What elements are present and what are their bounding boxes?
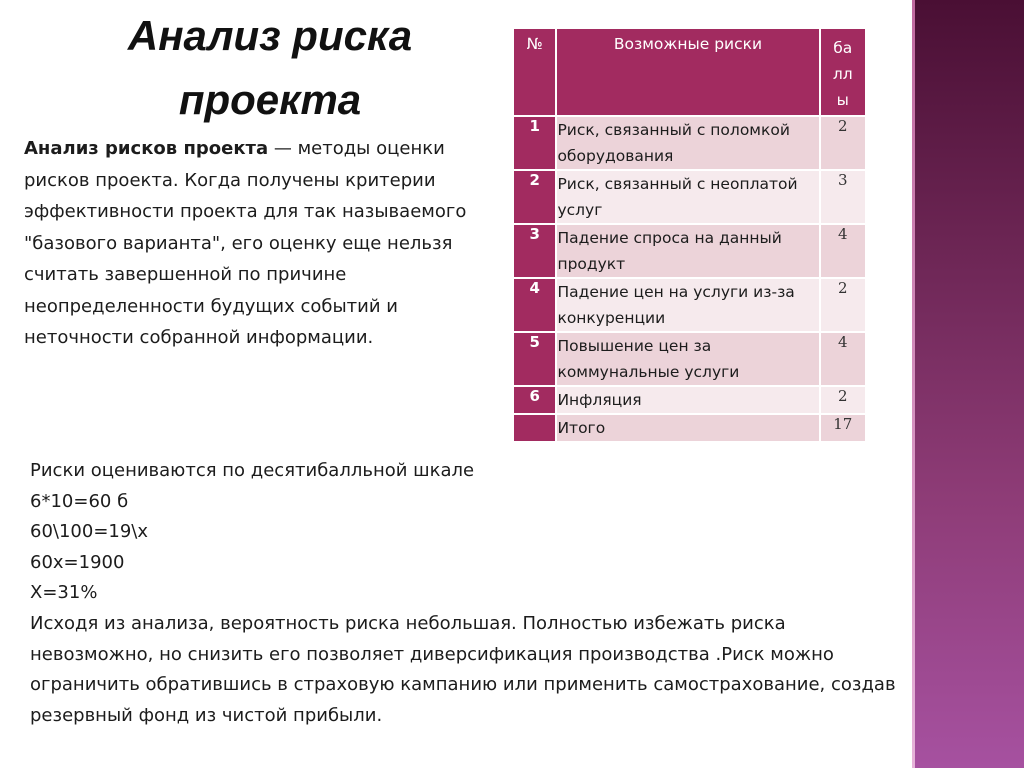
header-score <box>820 28 867 116</box>
header-risks: Возможные риски <box>556 28 819 116</box>
calc-line: Х=31% <box>30 582 98 604</box>
row-number: 3 <box>513 224 556 278</box>
slide-title <box>95 4 445 132</box>
risk-score: 3 <box>820 170 867 224</box>
table-row <box>513 386 866 414</box>
title-line-2: проекта <box>178 76 362 123</box>
risks-table <box>512 27 867 443</box>
risk-score: 2 <box>820 116 867 170</box>
row-number: 1 <box>513 116 556 170</box>
row-number: 6 <box>513 386 556 414</box>
calc-line: 60х=1900 <box>30 551 125 573</box>
table-header-row <box>513 28 866 116</box>
row-number: 2 <box>513 170 556 224</box>
table-row <box>513 224 866 278</box>
table-row <box>513 278 866 332</box>
calculation-block <box>30 456 910 731</box>
header-score-line: ы <box>836 91 849 109</box>
header-score-line: лл <box>832 65 853 83</box>
table-total-row <box>513 414 866 442</box>
definition-text: — методы оценки рисков проекта. Когда получены критерии эффективности проекта для так называемого "базового варианта", его оценку еще нельзя считать завершенной по причине неопределенности будущих событий и неточности собранной информации. <box>24 138 467 348</box>
table-row <box>513 332 866 386</box>
risk-name: Повышение цен за коммунальные услуги <box>556 332 819 386</box>
table-row <box>513 116 866 170</box>
risk-name: Инфляция <box>556 386 819 414</box>
table-row <box>513 170 866 224</box>
decorative-side-band <box>912 0 1024 768</box>
risk-name: Падение спроса на данный продукт <box>556 224 819 278</box>
risk-name: Риск, связанный с поломкой оборудования <box>556 116 819 170</box>
total-score: 17 <box>820 414 867 442</box>
total-number-cell <box>513 414 556 442</box>
risk-name: Риск, связанный с неоплатой услуг <box>556 170 819 224</box>
header-score-line: ба <box>833 39 853 57</box>
calc-line: Риски оцениваются по десятибалльной шкале <box>30 460 475 481</box>
calc-line: 6*10=60 б <box>30 490 129 512</box>
definition-term: Анализ рисков проекта <box>24 138 269 159</box>
row-number: 5 <box>513 332 556 386</box>
title-line-1: Анализ риска <box>127 12 413 59</box>
risk-score: 4 <box>820 224 867 278</box>
risk-score: 4 <box>820 332 867 386</box>
risk-name: Падение цен на услуги из-за конкуренции <box>556 278 819 332</box>
row-number: 4 <box>513 278 556 332</box>
conclusion-paragraph: Исходя из анализа, вероятность риска небольшая. Полностью избежать риска невозможно, но снизить его позволяет диверсификация производства .Риск можно ограничить обратившись в страховую кампанию или применить самострахование, создав резервный фонд из чистой прибыли. <box>30 612 896 726</box>
calc-line: 60\100=19\х <box>30 521 149 543</box>
risk-score: 2 <box>820 278 867 332</box>
total-label: Итого <box>556 414 819 442</box>
header-number: № <box>513 28 556 116</box>
risk-score: 2 <box>820 386 867 414</box>
definition-paragraph <box>24 133 510 354</box>
